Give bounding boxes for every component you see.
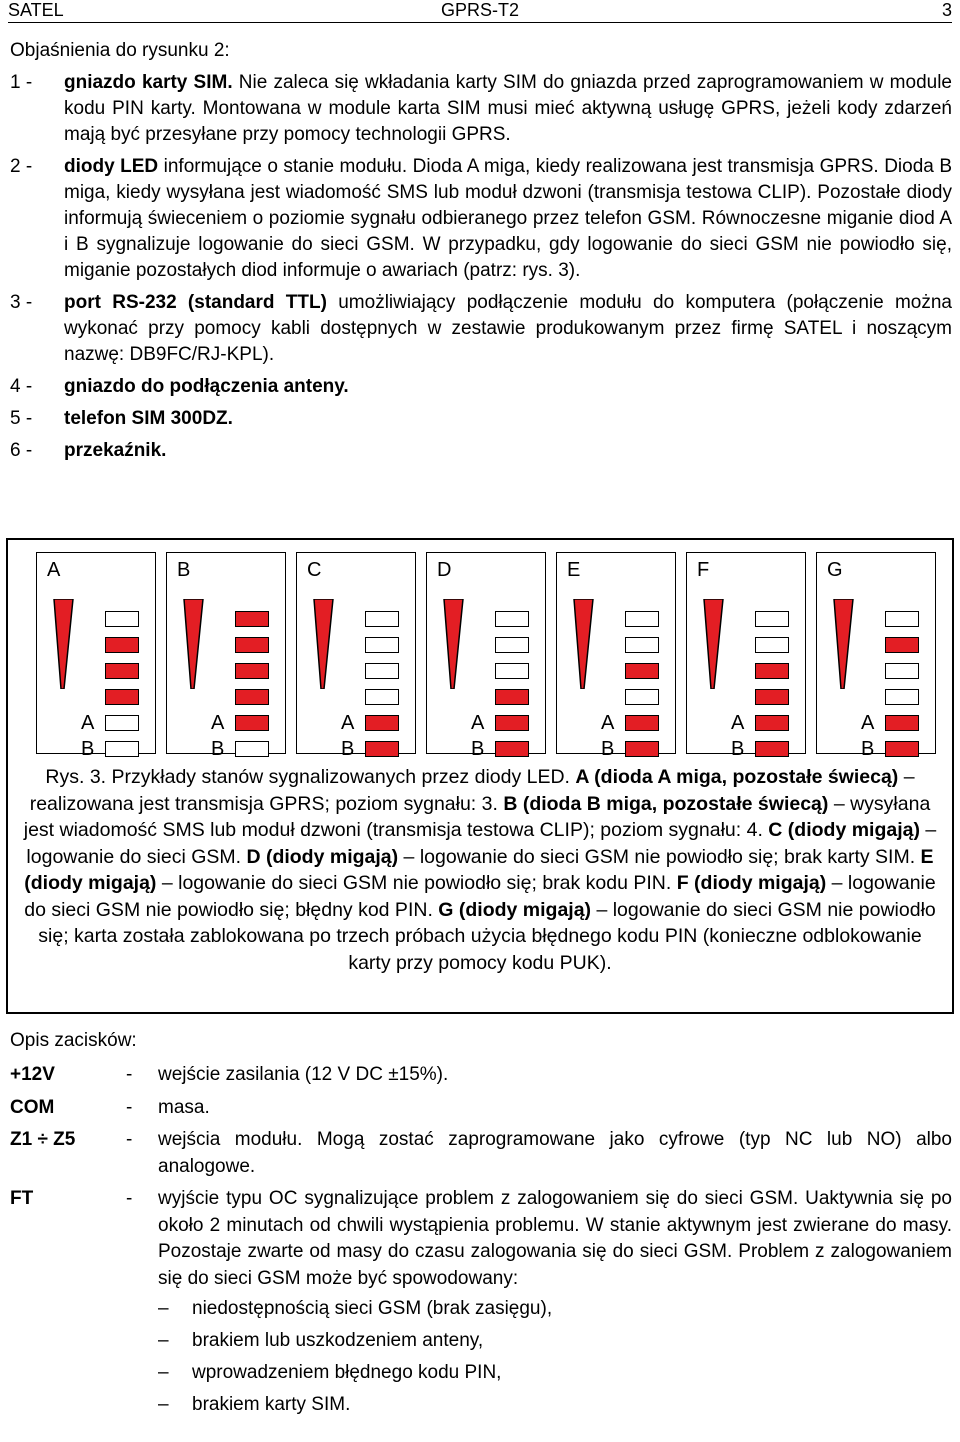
led-row-label: B	[471, 738, 485, 760]
led-indicator	[755, 637, 789, 653]
led-indicator	[625, 637, 659, 653]
led-row-label: A	[861, 712, 875, 734]
led-panel	[166, 552, 286, 760]
legend-item	[10, 154, 952, 284]
led-indicator	[495, 715, 529, 731]
terminal-description: wejście zasilania (12 V DC ±15%).	[158, 1064, 449, 1085]
terminal-dash: -	[126, 1188, 133, 1209]
list-item-text: brakiem lub uszkodzeniem anteny,	[192, 1330, 484, 1351]
legend-item-term: gniazdo karty SIM.	[64, 72, 233, 93]
signal-wedge-icon	[441, 599, 465, 689]
led-indicator	[235, 741, 269, 757]
terminal-row	[10, 1095, 952, 1122]
terminal-row	[10, 1186, 952, 1424]
led-indicator	[365, 689, 399, 705]
led-row-label: B	[341, 738, 355, 760]
caption-text: – logowanie do sieci GSM nie powiodło się; karta została zablokowana po trzech próbach użycia błędnego kodu PIN (konieczne odblokowanie karty przy pomocy kodu PUK).	[38, 898, 936, 974]
caption-state-term: D (diody migają)	[246, 845, 399, 868]
legend-item-number: 4 -	[10, 376, 33, 397]
led-row-label: A	[341, 712, 355, 734]
led-row-label: A	[471, 712, 485, 734]
led-indicator	[885, 663, 919, 679]
legend-item-number: 2 -	[10, 156, 33, 177]
led-indicator	[365, 637, 399, 653]
led-indicator	[885, 741, 919, 757]
led-indicator	[885, 689, 919, 705]
signal-wedge-icon	[51, 599, 75, 689]
caption-text: – logowanie do sieci GSM nie powiodło się; brak karty SIM.	[398, 845, 921, 868]
led-indicator	[235, 663, 269, 679]
legend-item-text	[64, 406, 952, 432]
panel-label: D	[437, 559, 452, 581]
caption-state-term: F (diody migają)	[676, 872, 827, 894]
list-item	[158, 1328, 952, 1354]
terminal-row	[10, 1127, 952, 1180]
bullet-dash: –	[158, 1298, 169, 1319]
page-header	[8, 0, 952, 23]
caption-text: – wysyłana jest wiadomość SMS lub moduł dzwoni (transmisja testowa CLIP); poziom sygnału: 4.	[23, 792, 931, 841]
led-indicator	[885, 715, 919, 731]
led-state-panels	[36, 552, 936, 760]
led-panel	[686, 552, 806, 760]
figure-3-frame	[6, 538, 954, 1014]
terminal-dash: -	[126, 1129, 133, 1150]
signal-wedge-icon	[701, 599, 725, 689]
legend-item-text	[64, 154, 952, 284]
list-item-text: brakiem karty SIM.	[192, 1394, 351, 1415]
caption-state-term: C (diody migają)	[768, 819, 920, 841]
legend-item	[10, 374, 952, 400]
signal-wedge-icon	[311, 599, 335, 689]
led-indicator	[235, 715, 269, 731]
caption-text: – realizowana jest transmisja GPRS; poziom sygnału: 3.	[29, 766, 915, 815]
terminal-name: COM	[10, 1096, 55, 1118]
terminals-title: Opis zacisków:	[10, 1030, 137, 1051]
legend-item-term: port RS-232 (standard TTL)	[64, 292, 327, 313]
terminal-name: FT	[10, 1188, 34, 1209]
caption-state-term: B (dioda B miga, pozostałe świecą)	[503, 792, 829, 815]
list-item-text: wprowadzeniem błędnego kodu PIN,	[192, 1362, 502, 1383]
led-indicator	[235, 637, 269, 653]
panel-label: F	[697, 559, 710, 581]
led-row-label: A	[731, 712, 745, 734]
legend-item-text	[64, 290, 952, 368]
caption-text: – logowanie do sieci GSM nie powiodło się; błędny kod PIN.	[24, 872, 936, 921]
caption-state-term: E (diody migają)	[24, 845, 934, 894]
legend-item	[10, 406, 952, 432]
led-panel	[36, 552, 156, 760]
led-row-label: A	[601, 712, 615, 734]
panel-label: G	[827, 559, 843, 581]
led-indicator	[105, 611, 139, 627]
legend-item-text	[64, 374, 952, 400]
legend-item-term: gniazdo do podłączenia anteny.	[64, 376, 349, 397]
led-row-label: A	[81, 712, 95, 734]
figure-2-legend-list	[10, 70, 952, 470]
terminal-row	[10, 1062, 952, 1089]
legend-item-number: 1 -	[10, 72, 33, 93]
caption-state-term: G (diody migają)	[438, 898, 592, 921]
legend-item-text	[64, 70, 952, 148]
legend-item-term: diody LED	[64, 156, 159, 177]
header-page-number: 3	[941, 0, 952, 20]
led-row-label: B	[81, 738, 95, 760]
figure-3-caption	[20, 764, 940, 976]
caption-state-term: A (dioda A miga, pozostałe świecą)	[575, 766, 899, 788]
led-indicator	[495, 637, 529, 653]
legend-item-number: 3 -	[10, 292, 33, 313]
legend-item	[10, 438, 952, 464]
led-row-label: B	[211, 738, 225, 760]
led-row-label: A	[211, 712, 225, 734]
panel-label: E	[567, 559, 581, 581]
led-indicator	[235, 689, 269, 705]
list-item	[158, 1392, 952, 1418]
led-indicator	[365, 715, 399, 731]
led-indicator	[625, 611, 659, 627]
panel-label: B	[177, 559, 191, 581]
terminal-description: wejścia modułu. Mogą zostać zaprogramowane jako cyfrowe (typ NC lub NO) albo analogowe.	[158, 1129, 952, 1177]
led-panel	[556, 552, 676, 760]
led-panel	[426, 552, 546, 760]
list-item-text: niedostępnością sieci GSM (brak zasięgu),	[192, 1298, 553, 1319]
led-row-label: B	[861, 738, 875, 760]
led-indicator	[105, 637, 139, 653]
terminal-dash: -	[126, 1064, 133, 1085]
led-indicator	[755, 741, 789, 757]
legend-item-description: informujące o stanie modułu. Dioda A miga, kiedy realizowana jest transmisja GPRS. Dioda B miga, kiedy wysyłana jest wiadomość SMS lub moduł dzwoni (transmisja testowa CLIP). Pozostałe diody informują świeceniem o poziomie sygnału odbieranego przez telefon GSM. Równoczesne miganie diod A i B sygnalizuje logowanie do sieci GSM. W przypadku, gdy logowanie do sieci GSM nie powiodło się, miganie pozostałych diod informuje o awariach (patrz: rys. 3).	[64, 156, 952, 281]
terminal-description	[158, 1186, 952, 1424]
terminal-description: masa.	[158, 1096, 210, 1118]
led-panel	[816, 552, 936, 760]
led-indicator	[885, 611, 919, 627]
led-indicator	[755, 611, 789, 627]
figure-2-legend-title: Objaśnienia do rysunku 2:	[10, 40, 230, 61]
panel-label: C	[307, 559, 322, 581]
panel-label: A	[47, 559, 61, 581]
led-indicator	[755, 715, 789, 731]
led-indicator	[625, 689, 659, 705]
legend-item-description: umożliwiający podłączenie modułu do komputera (połączenie można wykonać przy pomocy kabli dostępnych w zestawie produkowanym przez firmę SATEL i noszącym nazwę: DB9FC/RJ-KPL).	[64, 292, 952, 365]
led-indicator	[495, 663, 529, 679]
terminal-name: Z1 ÷ Z5	[10, 1129, 76, 1150]
led-indicator	[365, 611, 399, 627]
caption-text: – logowanie do sieci GSM.	[26, 819, 937, 868]
signal-wedge-icon	[571, 599, 595, 689]
led-panel	[296, 552, 416, 760]
led-indicator	[235, 611, 269, 627]
led-indicator	[365, 741, 399, 757]
bullet-dash: –	[158, 1362, 169, 1383]
header-brand: SATEL	[8, 0, 64, 20]
legend-item-text	[64, 438, 952, 464]
caption-text: Rys. 3. Przykłady stanów sygnalizowanych przez diody LED.	[45, 766, 576, 788]
legend-item-term: przekaźnik.	[64, 440, 167, 461]
legend-item	[10, 70, 952, 148]
signal-wedge-icon	[181, 599, 205, 689]
led-indicator	[625, 741, 659, 757]
signal-wedge-icon	[831, 599, 855, 689]
ft-causes-list	[158, 1296, 952, 1418]
led-indicator	[105, 689, 139, 705]
caption-text: – logowanie do sieci GSM nie powiodło się; brak kodu PIN.	[156, 872, 677, 894]
led-indicator	[625, 663, 659, 679]
legend-item-term: telefon SIM 300DZ.	[64, 408, 233, 429]
legend-item-number: 6 -	[10, 440, 33, 461]
terminals-section	[10, 1028, 952, 1430]
bullet-dash: –	[158, 1330, 169, 1351]
list-item	[158, 1360, 952, 1386]
led-indicator	[885, 637, 919, 653]
led-row-label: B	[731, 738, 745, 760]
terminal-dash: -	[126, 1096, 133, 1118]
led-indicator	[105, 663, 139, 679]
header-model: GPRS-T2	[440, 0, 519, 20]
led-indicator	[755, 689, 789, 705]
led-indicator	[625, 715, 659, 731]
led-indicator	[755, 663, 789, 679]
led-row-label: B	[601, 738, 615, 760]
led-indicator	[365, 663, 399, 679]
legend-item-number: 5 -	[10, 408, 33, 429]
bullet-dash: –	[158, 1394, 169, 1415]
led-indicator	[495, 741, 529, 757]
legend-item-description: Nie zaleca się wkładania karty SIM do gniazda przed zaprogramowaniem w module kodu PIN karty. Montowana w module karta SIM musi mieć aktywną usługę GPRS, jeżeli kody zdarzeń mają być przesyłane przy pomocy technologii GPRS.	[64, 72, 952, 145]
terminal-name: +12V	[10, 1064, 55, 1085]
terminal-description-text: wyjście typu OC sygnalizujące problem z zalogowaniem się do sieci GSM. Uaktywnia się po około 2 minutach od chwili wystąpienia problemu. W stanie aktywnym jest zwierane do masy. Pozostaje zwarte od masy do czasu zalogowania się do sieci GSM. Problem z zalogowaniem się do sieci GSM może być spowodowany:	[158, 1188, 952, 1289]
led-indicator	[495, 611, 529, 627]
led-indicator	[105, 715, 139, 731]
legend-item	[10, 290, 952, 368]
list-item	[158, 1296, 952, 1322]
led-indicator	[105, 741, 139, 757]
led-indicator	[495, 689, 529, 705]
